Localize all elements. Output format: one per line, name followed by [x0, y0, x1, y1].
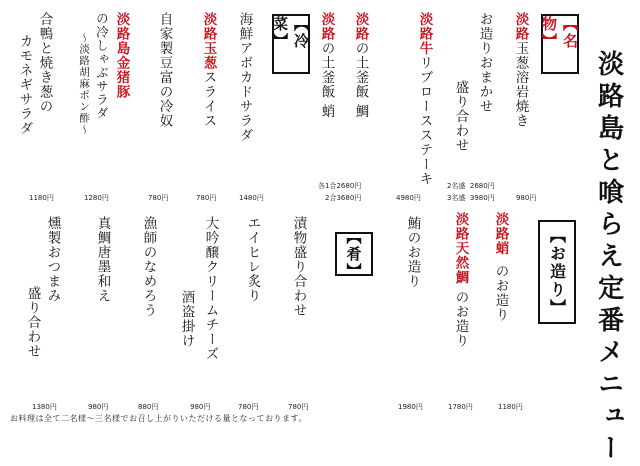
otsukuri-price-3: 1980円: [398, 403, 423, 411]
section-sakana-label: 【肴】: [344, 228, 363, 280]
otsukuri-item-1a: 淡路蛸: [492, 212, 509, 256]
reisai-item-5b: カモネギサラダ: [16, 34, 33, 136]
section-meibutsu: [541, 14, 579, 74]
sakana-item-3b: 酒盗掛け: [178, 290, 195, 348]
sakana-item-1: 漬物盛り合わせ: [290, 216, 307, 318]
otsukuri-price-1: 1180円: [498, 403, 523, 411]
sakana-price-6: 1380円: [32, 403, 57, 411]
otsukuri-item-2a: 淡路天然鯛: [452, 212, 469, 285]
otsukuri-price-2: 1780円: [448, 403, 473, 411]
section-sakana: [335, 228, 373, 280]
reisai-price-3: 780円: [148, 194, 169, 202]
item-tag: 淡路玉葱: [200, 12, 217, 70]
sakana-price-5: 980円: [88, 403, 109, 411]
item-name: の土釜飯 鯛: [352, 41, 369, 119]
reisai-item-4c: 〜淡路胡麻ポン酢〜: [78, 32, 91, 136]
sakana-item-4: 漁師のなめろう: [140, 216, 157, 318]
sakana-item-2: エイヒレ炙り: [244, 216, 261, 303]
item-tag: 淡路: [512, 12, 529, 41]
meibutsu-price-5: 2合3680円: [325, 194, 362, 202]
sakana-price-2: 780円: [238, 403, 259, 411]
section-reisai-label: 【冷菜】: [271, 16, 310, 50]
item-tag: 淡路: [352, 12, 369, 41]
meibutsu-item-2a: お造りおまかせ: [476, 12, 493, 114]
reisai-price-4: 1280円: [84, 194, 109, 202]
item-tag: 淡路: [318, 12, 335, 41]
sakana-price-4: 880円: [138, 403, 159, 411]
reisai-item-1: 海鮮アボカドサラダ: [236, 12, 253, 143]
meibutsu-price-2: 2名盛 2680円 3名盛 3980円: [447, 182, 495, 202]
reisai-price-5: 1180円: [29, 194, 54, 202]
item-tag: 淡路牛: [416, 12, 433, 56]
meibutsu-item-5: [318, 12, 334, 119]
meibutsu-item-2b: 盛り合わせ: [452, 80, 469, 153]
meibutsu-price-3: 4980円: [396, 194, 421, 202]
sakana-item-6a: 燻製おつまみ: [44, 216, 61, 303]
reisai-item-3: 自家製豆富の冷奴: [156, 12, 173, 128]
reisai-item-4b: の冷しゃぶサラダ: [94, 12, 110, 120]
footer-note: お料理は全て二名様〜三名様でお召し上がりいただける量となっております。: [10, 414, 307, 423]
reisai-item-5a: 合鴨と焼き葱の: [36, 12, 53, 114]
section-otsukuri-label: 【お造り】: [547, 227, 567, 317]
sakana-price-3: 980円: [190, 403, 211, 411]
sakana-price-1: 780円: [288, 403, 309, 411]
sakana-item-6b: 盛り合わせ: [24, 286, 41, 359]
meibutsu-price-1: 980円: [516, 194, 537, 202]
section-otsukuri: [538, 220, 576, 324]
item-name: リブロースステーキ: [416, 55, 433, 186]
reisai-price-2: 780円: [196, 194, 217, 202]
meibutsu-price-4: 各1合2680円: [318, 182, 362, 190]
reisai-item-4a: 淡路島金猪豚: [113, 12, 130, 99]
sakana-item-3a: 大吟醸クリームチーズ: [202, 216, 219, 361]
menu-title: 淡路島と喰らえ定番メニュー: [593, 50, 624, 466]
sakana-item-5: 真鯛唐墨和え: [94, 216, 111, 303]
otsukuri-item-1b: のお造り: [492, 264, 509, 322]
section-meibutsu-label: 【名物】: [540, 16, 579, 50]
item-name: 玉葱溶岩焼き: [512, 41, 529, 128]
otsukuri-item-3: 鮪のお造り: [404, 216, 421, 289]
reisai-price-1: 1480円: [239, 194, 264, 202]
meibutsu-item-1: [512, 12, 528, 128]
meibutsu-item-4: [352, 12, 368, 119]
section-reisai: [272, 14, 310, 74]
otsukuri-item-2b: のお造り: [452, 290, 469, 348]
meibutsu-item-3: [416, 12, 432, 186]
item-name: スライス: [200, 70, 217, 128]
reisai-item-2: [200, 12, 216, 128]
item-name: の土釜飯 蛸: [318, 41, 335, 119]
